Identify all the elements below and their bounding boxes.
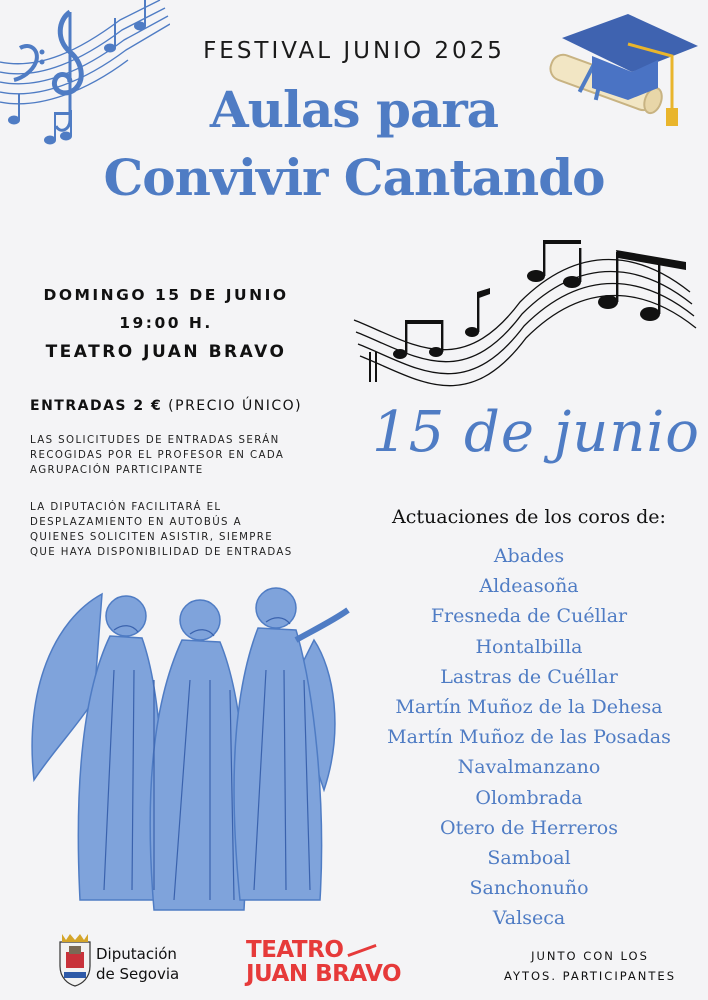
diputacion-line: Diputación bbox=[96, 945, 177, 963]
angels-choir-illustration bbox=[14, 580, 354, 920]
choir-item: Fresneda de Cuéllar bbox=[430, 605, 628, 628]
page-title-line-2: Convivir Cantando bbox=[103, 148, 605, 207]
note-line: QUE HAYA DISPONIBILIDAD DE ENTRADAS bbox=[30, 547, 293, 558]
teatro-line: TEATRO bbox=[246, 938, 401, 962]
junto-con-aytos bbox=[490, 946, 690, 986]
note-line: DESPLAZAMIENTO EN AUTOBÚS A bbox=[30, 517, 242, 528]
tickets-request-note bbox=[30, 433, 360, 478]
choir-item: Hontalbilla bbox=[475, 635, 583, 658]
note-line: LAS SOLICITUDES DE ENTRADAS SERÁN bbox=[30, 435, 280, 446]
choir-item: Martín Muñoz de las Posadas bbox=[387, 726, 671, 749]
tickets-price bbox=[30, 398, 302, 414]
event-date: DOMINGO 15 DE JUNIO bbox=[43, 286, 289, 304]
junto-line: JUNTO CON LOS bbox=[531, 949, 649, 963]
big-date: 15 de junio bbox=[372, 400, 700, 465]
note-line: QUIENES SOLICITEN ASISTIR, SIEMPRE bbox=[30, 532, 274, 543]
teatro-line: JUAN BRAVO bbox=[246, 961, 402, 987]
tickets-note: (PRECIO ÚNICO) bbox=[168, 398, 303, 414]
choir-item: Abades bbox=[493, 545, 565, 567]
choirs-heading: Actuaciones de los coros de: bbox=[392, 506, 666, 528]
choir-item: Martín Muñoz de la Dehesa bbox=[395, 695, 663, 718]
diputacion-logo-text bbox=[96, 944, 179, 984]
diputacion-line: de Segovia bbox=[96, 965, 180, 983]
choir-item: Otero de Herreros bbox=[440, 816, 618, 839]
event-time: 19:00 H. bbox=[119, 314, 213, 332]
page-title-line-1: Aulas para bbox=[209, 80, 499, 139]
teatro-juan-bravo-logo bbox=[246, 938, 401, 986]
choir-item: Olombrada bbox=[475, 786, 583, 809]
junto-line: AYTOS. PARTICIPANTES bbox=[503, 969, 676, 983]
choir-item: Navalmanzano bbox=[457, 756, 601, 779]
choir-item: Valseca bbox=[492, 907, 566, 930]
choir-item: Lastras de Cuéllar bbox=[440, 665, 618, 688]
segovia-coat-of-arms-icon bbox=[56, 934, 94, 988]
music-staff-black-icon bbox=[350, 232, 700, 400]
bus-transport-note bbox=[30, 500, 360, 560]
note-line: LA DIPUTACIÓN FACILITARÁ EL bbox=[30, 502, 222, 513]
tickets-label: ENTRADAS 2 € bbox=[30, 398, 163, 414]
choir-item: Sanchonuño bbox=[469, 877, 589, 900]
choirs-list bbox=[360, 541, 698, 933]
choir-item: Samboal bbox=[487, 846, 571, 869]
festival-heading: FESTIVAL JUNIO 2025 bbox=[203, 38, 505, 64]
note-line: RECOGIDAS POR EL PROFESOR EN CADA bbox=[30, 450, 285, 461]
event-venue: TEATRO JUAN BRAVO bbox=[45, 342, 287, 362]
note-line: AGRUPACIÓN PARTICIPANTE bbox=[30, 465, 204, 476]
choir-item: Aldeasoña bbox=[479, 575, 579, 598]
